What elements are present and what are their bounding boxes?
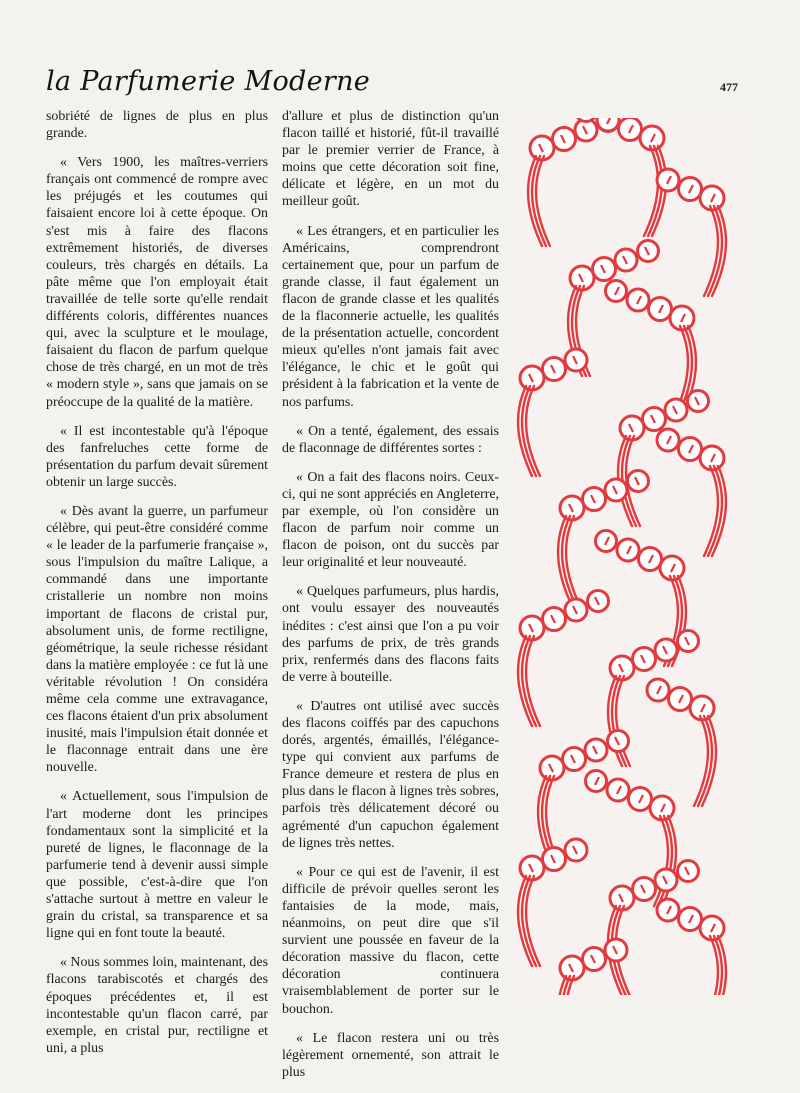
pattern-stem: [708, 936, 722, 995]
paragraph: « Dès avant la guerre, un parfumeur célèbre, qui peut-être considéré comme « le leader de la parfumerie française », sous l'impulsion du maître Lalique, a commandé dans une importante cristallerie un nombre non moins important de flacons de cristal pur, absolument unis, de forme rectiligne, géométrique, la seule richesse résidant dans la matière employée : ce fut là une véritable révolution ! On considéra même cela comme une extravagance, ces flacons étaient d'un prix absolument inusité, mais l'impulsion était donnée et le flaconnage entrait dans une ère nouvelle.: [46, 503, 268, 776]
paragraph: d'allure et plus de distinction qu'un flacon taillé et historié, fût-il travaillé par le premier verrier de France, à moins que cette décoration soit fine, délicate et légère, en un mot du meilleur goût.: [282, 109, 499, 210]
pattern-stem: [526, 876, 540, 966]
pattern-stem: [526, 636, 540, 726]
pattern-stem: [694, 716, 708, 806]
paragraph: « D'autres ont utilisé avec succès des flacons coiffés par des capuchons dorés, argentés, émaillés, l'élégance-type qui convient aux parfums de France demeure et restera de plus en plus dans le flacon à lignes très sobres, parfois très délicatement décoré ou agrémenté d'un capuchon également de lignes très nettes.: [282, 698, 499, 851]
pattern-stem: [644, 146, 658, 236]
paragraph: « Actuellement, sous l'impulsion de l'art moderne dont les principes fondamentaux sont la simplicité et la pureté de lignes, le flaconnage de la parfumerie tend à devenir aussi simple que possible, c'est-à-dire que l'on s'attache surtout à mettre en valeur le grain du cristal, sa transparence et sa ligne qui en font toute la beauté.: [46, 789, 268, 942]
masthead-title: la Parfumerie Moderne: [46, 66, 371, 97]
pattern-stem: [704, 936, 718, 995]
pattern-stem: [704, 466, 718, 556]
pattern-stem: [566, 516, 580, 606]
paragraph: « Vers 1900, les maîtres-verriers français ont commencé de rompre avec les préjugés et les coutumes qui faisaient encore loi à cette époque. On s'est mis à faire des flacons extrêmement historiés, de diverses couleurs, très chargés en détails. La pâte même que l'on employait était travaillée de telle sorte qu'elle rendait différents coloris, différentes nuances qui, avec la sculpture et le moulage, faisaient du flacon de parfum quelque chose de très chargé, en un mot de très « modern style », sans que jamais on se préoccupe de la qualité de la matière.: [46, 155, 268, 410]
paragraph: sobriété de lignes de plus en plus grande.: [46, 109, 268, 142]
paragraph: « Il est incontestable qu'à l'époque des fanfreluches cette forme de présentation du parfum devait sûrement obtenir un large succès.: [46, 423, 268, 490]
paragraph: « Nous sommes loin, maintenant, des flacons tarabiscotés et chargés des époques précédentes et, il est incontestable qu'un flacon carré, par exemple, en cristal pur, rectiligne et uni, a plus: [46, 955, 268, 1056]
text-column-left: [46, 108, 268, 1069]
paragraph: « Les étrangers, et en particulier les Américains, comprendront certainement que, pour un parfum de grande classe, il faut également un flacon de grande classe et les qualités de la flaconnerie actuelle, les qualités de la présentation actuelle, concordent mieux qu'elles n'ont jamais fait avec l'élégance, le chic et le goût qui président à la fabrication et la vente de nos parfums.: [282, 223, 499, 410]
paragraph: « Quelques parfumeurs, plus hardis, ont voulu essayer des nouveautés inédites : c'est ainsi que l'on a pu voir des parfums de prix, de très grands prix, renfermés dans des flacons faits de verre à bouteille.: [282, 584, 499, 685]
pattern-stem: [704, 206, 718, 296]
decorative-pattern-panel: [512, 118, 749, 995]
pattern-stem: [526, 386, 540, 476]
paragraph: « Pour ce qui est de l'avenir, il est difficile de prévoir quelles seront les fantaisies de la mode, mais, néanmoins, on peut dire que s'il survient une poussée en faveur de la décoration massive du flacon, cette décoration continuera vraisemblablement de porter sur le bouchon.: [282, 864, 499, 1017]
paragraph: « On a fait des flacons noirs. Ceux-ci, qui ne sont appréciés en Angleterre, par exemple, où l'on considère un flacon de parfum noir comme un flacon de poison, ont du succès par leur originalité et leur nouveauté.: [282, 469, 499, 571]
page-number: 477: [720, 80, 738, 94]
text-column-right: [282, 108, 499, 1093]
paragraph: « On a tenté, également, des essais de flaconnage de différentes sortes :: [282, 423, 499, 456]
pattern-stem: [536, 156, 550, 246]
paragraph: « Le flacon restera uni ou très légèrement ornementé, son attrait le plus: [282, 1030, 499, 1080]
red-circles-pattern-illustration: [512, 118, 749, 995]
